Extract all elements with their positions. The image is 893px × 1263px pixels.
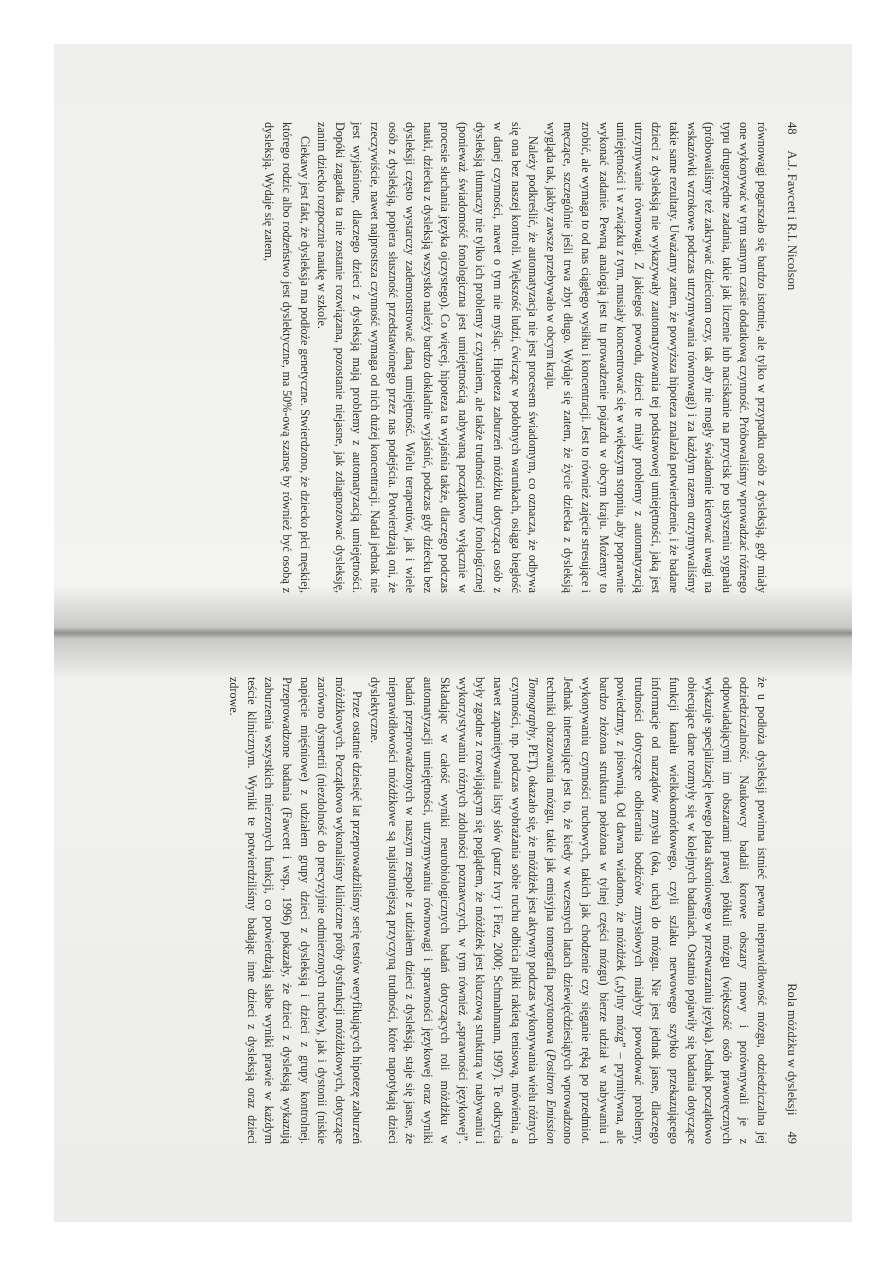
scanned-book-spread (54, 44, 852, 1222)
right-paragraph: Przez ostatnie dziesięć lat przeprowadziliśmy serię testów weryfikujących hipotezę zaburzeń móżdżkowych. Początkowo wykonaliśmy kliniczne próby dysfunkcji móżdżkowych, dotyczące zarówno dysmetrii (niezdolność do precyzyjnie odmierzonych ruchów), jak i dystonii (niskie napięcie mięśniowe) z udziałem grupy dzieci z dysleksją i dzieci z grupy kontrolnej. Przeprowadzone badania (Fawcett i wsp., 1996) pokazały, że dzieci z dysleksją wykazują zaburzenia wszystkich mierzonych funkcji, co potwierdzają słabe wyniki prawie w każdym teście klinicznym. Wyniki te potwierdziliśmy badając inne dzieci z dysleksją oraz dzieci zdrowe. (227, 677, 365, 1144)
left-paragraph: Należy podkreślić, że automatyzacja nie jest procesem świadomym, co oznacza, że odbywa się ona bez naszej kontroli. Większość ludzi, ćwicząc w podobnych warunkach, osiąga biegłość w danej czynności, nawet o tym nie myśląc. Hipoteza zaburzeń móżdżku dotycząca osób z dysleksją tłumaczy nie tylko ich problemy z czytaniem, ale także trudności natury fonologicznej (ponieważ świadomość fonologiczna jest umiejętnością nabywaną początkowo wyłącznie w procesie słuchania języka ojczystego). Co więcej, hipoteza ta wyjaśnia także, dlaczego podczas nauki, dziecku z dysleksją wszystko należy bardzo dokładnie wyjaśnić, podczas gdy dziecku bez dysleksji często wystarczy zademonstrować daną umiejętność. Wielu terapeutów, jak i wiele osób z dysleksją, popiera słuszność przedstawionego przez nas podejścia. Potwierdzają oni, że rzeczywiście, nawet najprostsza czynność wymaga od nich dużej koncentracji. Nadal jednak nie jest wyjaśnione, dlaczego dzieci z dysleksją mają problemy z automatyzacją umiejętności. Dopóki zagadka ta nie zostanie rozwiązana, pozostanie niejasne, jak zdiagnozować dysleksję, zanim dziecko rozpocznie naukę w szkole. (315, 122, 541, 593)
left-page-number: 48 (785, 122, 800, 135)
left-page (54, 44, 852, 633)
book-spread (54, 44, 852, 1222)
right-body-text (225, 677, 770, 1144)
right-page-number: 49 (785, 1131, 800, 1144)
right-running-head-title: Rola móżdżku w dysleksji (785, 983, 800, 1116)
left-running-head (780, 122, 804, 593)
left-paragraph: Ciekawy jest fakt, że dysleksja ma podłoże genetyczne. Stwierdzono, że dziecko płci męskiej, którego rodzic albo rodzeństwo jest dyslektyczne, ma 50%-ową szansę by również być osobą z dysleksją. Wydaje się zatem, (262, 122, 312, 593)
left-running-head-title: A.J. Fawcett i R.I. Nicolson (785, 150, 800, 291)
right-paragraph (365, 677, 770, 1144)
left-body-text (260, 122, 770, 593)
italic-term: Positron Emission Tomography (526, 677, 558, 1144)
right-paragraph-text: że u podłoża dysleksji powinna istnieć pewna nieprawidłowość mózgu, odziedziczalna jej odziedziczalność. Naukowcy badali korowe obszary mowy i porównywali je z odpowiadającymi im obszarami prawej półkuli mózgu (większość osób praworęcznych wykazuje specjalizację lewego płata skroniowego w przetwarzaniu języka). Jednak początkowo obiecujące dane rozmyły się w kolejnych badaniach. Ostatnio pojawiły się badania dotyczące funkcji kanału wielkokomórkowego, czyli szlaku nerwowego szybko przekazującego informacje od narządów zmysłu (oka, ucha) do mózgu. Nie jest jednak jasne, dlaczego trudności dotyczące odbierania bodźców zmysłowych miałyby powodować problemy, powiedzmy, z pisownią. Od dawna wiadomo, że móżdżek („tylny mózg” – prymitywna, ale bardzo złożona struktura położona w tylnej części mózgu) bierze udział w nabywaniu i wykonywaniu czynności ruchowych, takich jak chodzenie czy sięganie ręką po przedmiot. Jednak interesujące jest to, że kiedy w wczesnych latach dziewięćdziesiątych wprowadzono techniki obrazowania mózgu, takie jak emisyjna tomografia pozytonowa ( (543, 677, 769, 1144)
right-page (54, 633, 852, 1222)
right-running-head (780, 677, 804, 1144)
right-paragraph-text: , PET), okazało się, że móżdżek jest aktywny podczas wykonywania wielu różnych czynności, np. podczas wyobrażania sobie ruchu odbicia piłki rakietą tenisową, mówienia, a nawet zapamiętywania listy słów (patrz Ivry i Fiez, 2000; Schmahmann, 1997). Te odkrycia były zgodne z rozwijającym się poglądem, że móżdżek jest kluczową strukturą w nabywaniu i wykorzystywaniu różnych zdolności poznawczych, w tym również „sprawności językowej”. Składając w całość wyniki neurobiologicznych badań dotyczących roli móżdżku w automatyzacji umiejętności, utrzymywaniu równowagi i sprawności językowej oraz wyniki badań przeprowadzonych w naszym zespole z udziałem dzieci z dysleksją, staje się jasne, że nieprawidłowości móżdżkowe są najistotniejszą przyczyną trudności, które napotykają dzieci dyslektyczne. (367, 677, 541, 1144)
left-paragraph: równowagi pogarszało się bardzo istotnie, ale tylko w przypadku osób z dysleksją, gdy miały one wykonywać w tym samym czasie dodatkową czynność. Próbowaliśmy wprowadzać różnego typu drugorzędne zadania, takie jak liczenie lub naciskanie na przycisk po usłyszeniu sygnału (próbowaliśmy też zakrywać dzieciom oczy, tak aby nie mogły świadomie kierować uwagi na wskazówki wzrokowe podczas utrzymywania równowagi) i za każdym razem otrzymywaliśmy takie same rezultaty. Uważamy zatem, że powyższa hipoteza znalazła potwierdzenie, i że badane dzieci z dysleksją nie wykazywały zautomatyzowania tej podstawowej umiejętności, jaką jest utrzymywanie równowagi. Z jakiegoś powodu, dzieci te miały problemy z automatyzacją umiejętności i w związku z tym, musiały koncentrować się w większym stopniu, aby poprawnie wykonać zadanie. Pewną analogią jest tu prowadzenie pojazdu w obcym kraju. Możemy to zrobić, ale wymaga to od nas ciągłego wysiłku i koncentracji. Jest to również zajęcie stresujące i męczące, szczególnie jeśli trwa zbyt długo. Wydaje się zatem, że życie dziecka z dysleksją wygląda tak, jakby zawsze przebywało w obcym kraju. (543, 122, 769, 593)
